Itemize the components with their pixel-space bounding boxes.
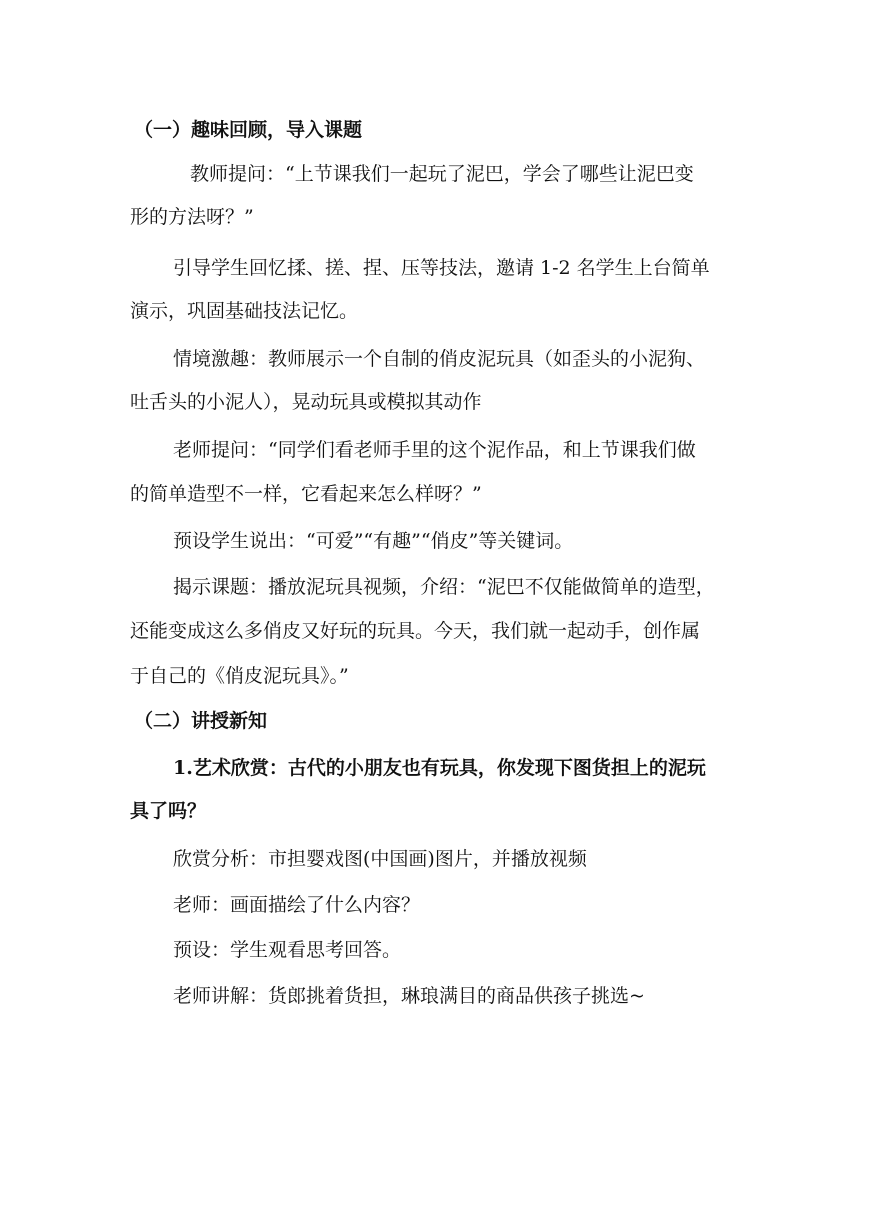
paragraph-line: 情境激趣：教师展示一个自制的俏皮泥玩具（如歪头的小泥狗、 bbox=[173, 348, 706, 370]
paragraph-line: 预设：学生观看思考回答。 bbox=[173, 939, 402, 961]
section-heading-review: （一）趣味回顾，导入课题 bbox=[134, 119, 363, 141]
paragraph-line: 于自己的《俏皮泥玩具》。” bbox=[130, 665, 349, 687]
paragraph-line: 预设学生说出：“可爱”“有趣”“俏皮”等关键词。 bbox=[173, 530, 574, 552]
section-heading-new-knowledge: （二）讲授新知 bbox=[134, 710, 268, 732]
paragraph-line: 吐舌头的小泥人），晃动玩具或模拟其动作 bbox=[130, 391, 482, 413]
paragraph-line: 教师提问：“上节课我们一起玩了泥巴，学会了哪些让泥巴变 bbox=[190, 163, 694, 185]
paragraph-line: 欣赏分析：市担婴戏图(中国画)图片，并播放视频 bbox=[173, 848, 587, 870]
paragraph-line: 的简单造型不一样，它看起来怎么样呀？” bbox=[130, 483, 482, 505]
paragraph-line: 形的方法呀？” bbox=[130, 206, 254, 228]
paragraph-line: 揭示课题：播放泥玩具视频，介绍：“泥巴不仅能做简单的造型， bbox=[173, 576, 715, 598]
paragraph-line: 演示，巩固基础技法记忆。 bbox=[130, 300, 359, 322]
paragraph-line: 引导学生回忆揉、搓、捏、压等技法，邀请 1-2 名学生上台简单 bbox=[173, 257, 710, 279]
paragraph-line: 老师讲解：货郎挑着货担，琳琅满目的商品供孩子挑选~ bbox=[173, 985, 645, 1007]
paragraph-line: 老师提问：“同学们看老师手里的这个泥作品，和上节课我们做 bbox=[173, 439, 696, 461]
paragraph-line: 老师：画面描绘了什么内容？ bbox=[173, 894, 421, 916]
paragraph-line: 还能变成这么多俏皮又好玩的玩具。今天，我们就一起动手，创作属 bbox=[130, 620, 701, 642]
subheading-line: 具了吗？ bbox=[130, 800, 207, 822]
subheading-line: 1.艺术欣赏：古代的小朋友也有玩具，你发现下图货担上的泥玩 bbox=[173, 757, 706, 779]
